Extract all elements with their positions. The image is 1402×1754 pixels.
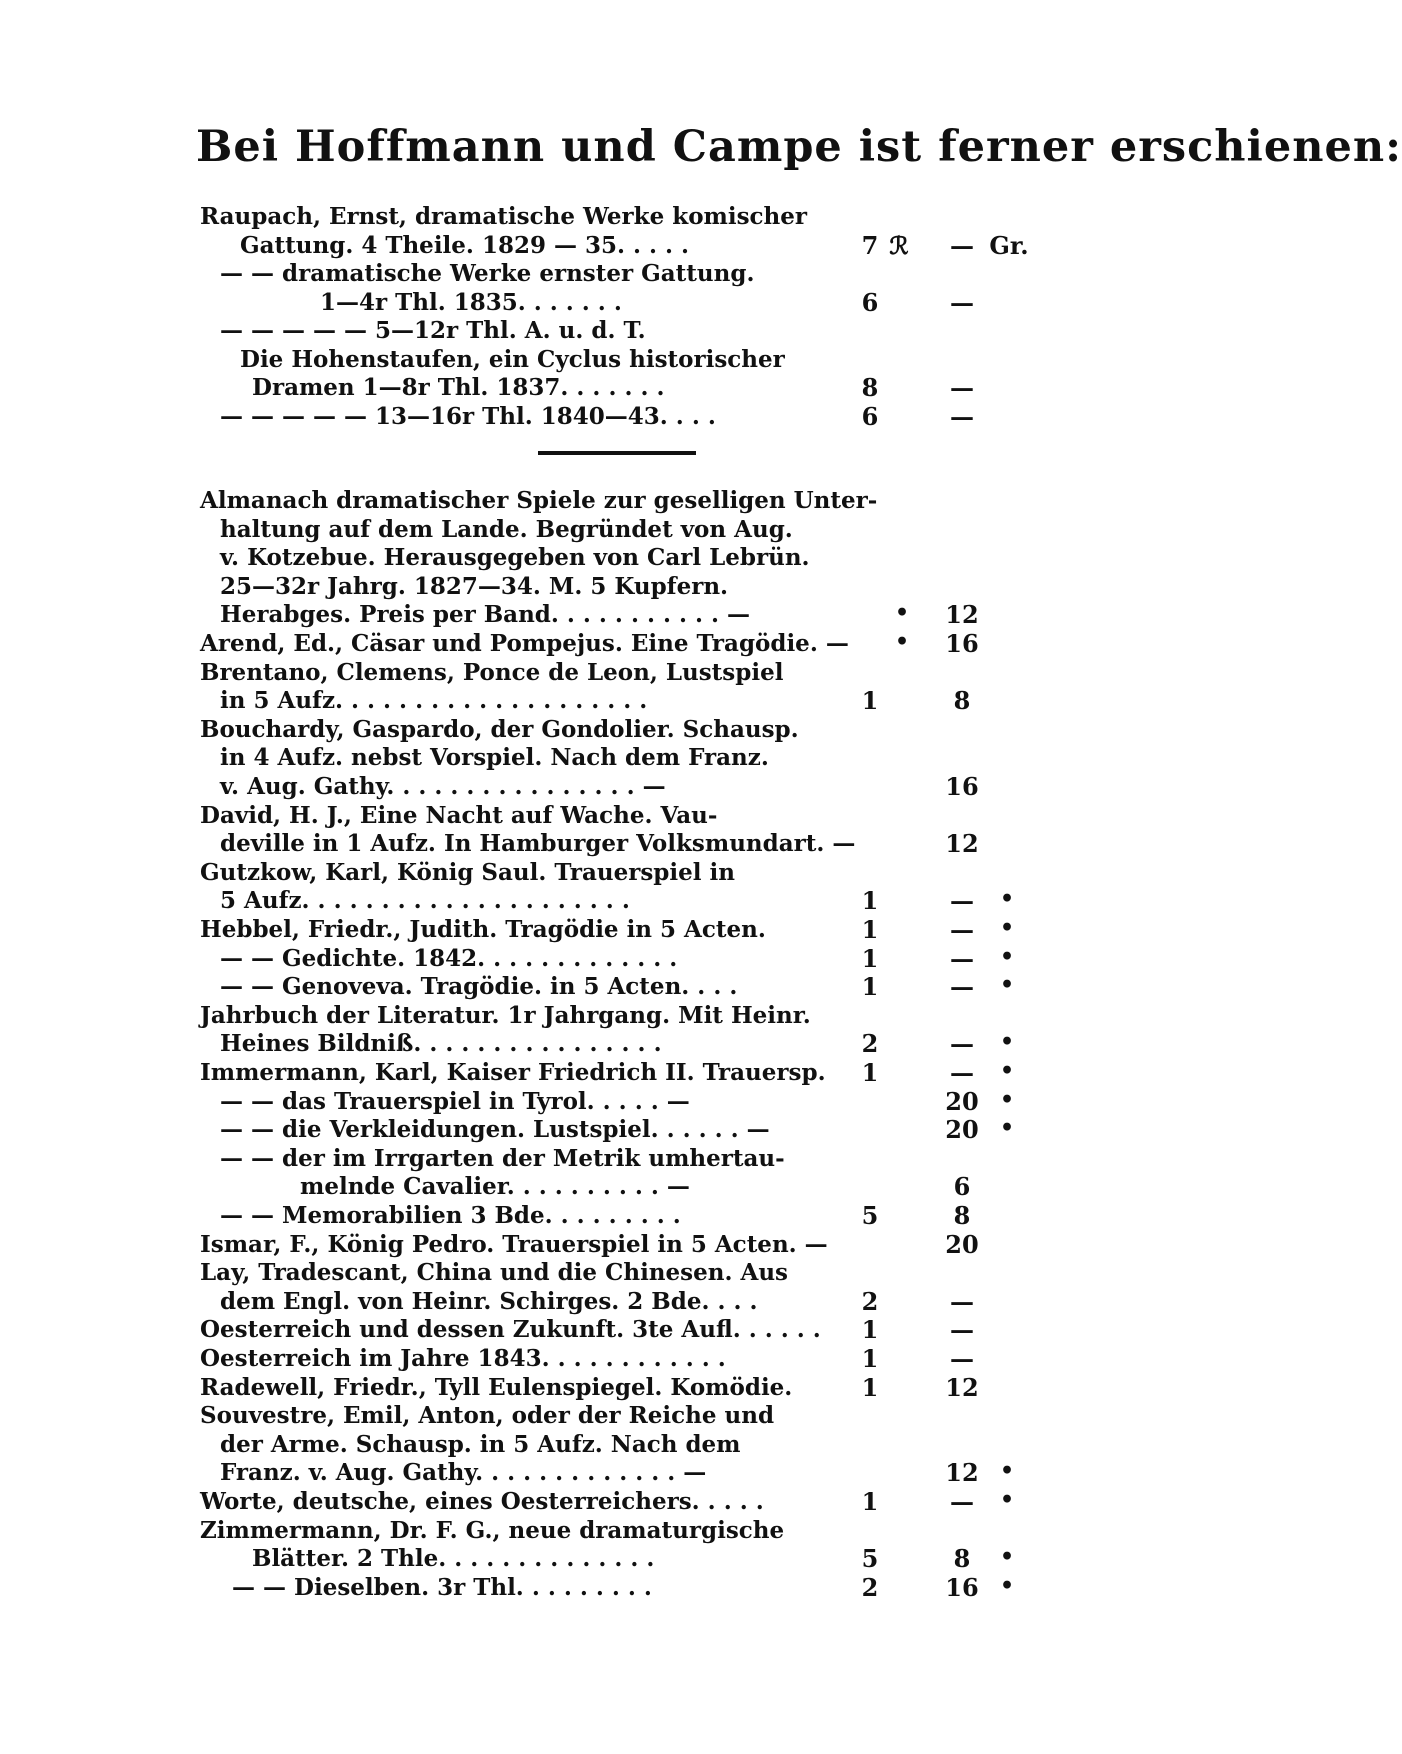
- price-thaler: 1: [861, 943, 879, 973]
- margin-dot: •: [1000, 1029, 1015, 1056]
- margin-dot: •: [1000, 943, 1015, 970]
- price-groschen: 8: [953, 686, 971, 716]
- groschen-unit-label: Gr.: [989, 230, 1029, 260]
- price-groschen: 12: [945, 1458, 979, 1488]
- section-divider: [538, 451, 696, 455]
- list-item: Dramen 1—8r Thl. 1837. . . . . . .: [252, 374, 665, 401]
- list-item: Franz. v. Aug. Gathy. . . . . . . . . . . . . —: [220, 1459, 707, 1487]
- price-thaler: 5: [861, 1544, 879, 1574]
- price-thaler: 5: [861, 1201, 879, 1230]
- margin-dot: •: [895, 600, 910, 627]
- price-groschen: —: [950, 230, 974, 260]
- price-groschen: 12: [945, 829, 979, 859]
- price-groschen: 16: [945, 772, 979, 801]
- list-item: Radewell, Friedr., Tyll Eulenspiegel. Komödie.: [200, 1373, 793, 1401]
- list-item: Oesterreich im Jahre 1843. . . . . . . . . . . .: [200, 1345, 726, 1372]
- list-item: der Arme. Schausp. in 5 Aufz. Nach dem: [220, 1430, 741, 1458]
- list-item: — — Genoveva. Tragödie. in 5 Acten. . . .: [220, 973, 738, 1001]
- list-item: Arend, Ed., Cäsar und Pompejus. Eine Tragödie. —: [200, 630, 849, 657]
- page-title: Bei Hoffmann und Campe ist ferner erschienen:: [196, 122, 1402, 172]
- list-item: dem Engl. von Heinr. Schirges. 2 Bde. . . .: [220, 1287, 758, 1315]
- price-groschen: —: [950, 401, 974, 431]
- list-item: David, H. J., Eine Nacht auf Wache. Vau-: [200, 801, 718, 829]
- list-item: in 4 Aufz. nebst Vorspiel. Nach dem Franz.: [220, 744, 769, 772]
- price-thaler: 6: [861, 401, 879, 431]
- price-groschen: 8: [953, 1201, 971, 1230]
- list-item: Gattung. 4 Theile. 1829 — 35. . . . .: [240, 231, 690, 259]
- price-groschen: —: [950, 1058, 974, 1087]
- list-item: Gutzkow, Karl, König Saul. Trauerspiel in: [200, 858, 735, 886]
- price-thaler: 1: [861, 686, 879, 716]
- price-thaler: 1: [861, 1344, 879, 1373]
- list-item: — — Gedichte. 1842. . . . . . . . . . . . .: [220, 944, 678, 972]
- list-item: — — — — — 5—12r Thl. A. u. d. T.: [220, 317, 646, 344]
- price-groschen: 20: [945, 1086, 979, 1116]
- price-thaler: 2: [861, 1572, 879, 1602]
- price-thaler: 1: [861, 1315, 879, 1345]
- price-groschen: —: [950, 1286, 974, 1316]
- list-item: Heines Bildniß. . . . . . . . . . . . . . . .: [220, 1030, 662, 1058]
- price-thaler: 7: [861, 230, 879, 260]
- list-item: Die Hohenstaufen, ein Cyclus historischer: [240, 345, 785, 373]
- margin-dot: •: [1000, 1115, 1015, 1142]
- price-groschen: 6: [953, 1172, 971, 1202]
- price-thaler: 1: [861, 1058, 879, 1087]
- margin-dot: •: [1000, 1086, 1015, 1113]
- list-item: Souvestre, Emil, Anton, oder der Reiche und: [200, 1402, 775, 1430]
- price-groschen: 12: [945, 600, 979, 630]
- list-item: Herabges. Preis per Band. . . . . . . . . . . —: [220, 601, 751, 629]
- list-item: — — — — — 13—16r Thl. 1840—43. . . .: [220, 402, 716, 430]
- list-item: — — dramatische Werke ernster Gattung.: [220, 260, 755, 287]
- margin-dot: •: [1000, 1458, 1015, 1485]
- margin-dot: •: [1000, 1058, 1015, 1084]
- list-item: 1—4r Thl. 1835. . . . . . .: [320, 288, 622, 316]
- margin-dot: •: [1000, 1487, 1015, 1513]
- list-item: — — der im Irrgarten der Metrik umhertau-: [220, 1144, 785, 1172]
- list-item: — — Memorabilien 3 Bde. . . . . . . . .: [220, 1202, 681, 1229]
- list-item: — — das Trauerspiel in Tyrol. . . . . —: [220, 1087, 690, 1115]
- list-item: Oesterreich und dessen Zukunft. 3te Aufl. . . . . .: [200, 1316, 821, 1344]
- list-item: v. Aug. Gathy. . . . . . . . . . . . . . . . —: [220, 773, 666, 800]
- list-item: in 5 Aufz. . . . . . . . . . . . . . . . . . . .: [220, 687, 648, 715]
- list-item: — — Dieselben. 3r Thl. . . . . . . . .: [232, 1573, 652, 1601]
- price-thaler: 1: [861, 1487, 879, 1516]
- list-item: Jahrbuch der Literatur. 1r Jahrgang. Mit Heinr.: [200, 1001, 811, 1029]
- price-groschen: 12: [945, 1372, 979, 1402]
- list-item: Immermann, Karl, Kaiser Friedrich II. Trauersp.: [200, 1059, 826, 1086]
- list-item: Ismar, F., König Pedro. Trauerspiel in 5 Acten. —: [200, 1230, 828, 1258]
- margin-dot: •: [1000, 886, 1015, 913]
- list-item: 5 Aufz. . . . . . . . . . . . . . . . . . . . .: [220, 887, 630, 915]
- list-item: Raupach, Ernst, dramatische Werke komischer: [200, 203, 808, 230]
- margin-dot: •: [1000, 972, 1015, 999]
- margin-dot: •: [1000, 1544, 1015, 1571]
- list-item: deville in 1 Aufz. In Hamburger Volksmundart. —: [220, 830, 856, 858]
- price-groschen: —: [950, 1315, 974, 1345]
- price-thaler: 2: [861, 1029, 879, 1059]
- price-thaler: 1: [861, 915, 879, 944]
- price-groschen: —: [950, 1344, 974, 1373]
- list-item: Lay, Tradescant, China und die Chinesen. Aus: [200, 1259, 788, 1287]
- list-item: melnde Cavalier. . . . . . . . . . —: [300, 1173, 690, 1201]
- margin-dot: •: [895, 629, 910, 655]
- price-groschen: —: [950, 915, 974, 944]
- list-item: Almanach dramatischer Spiele zur geselligen Unter-: [200, 487, 878, 514]
- thaler-unit-symbol: ℛ: [889, 230, 909, 260]
- list-item: haltung auf dem Lande. Begründet von Aug.: [220, 515, 793, 543]
- price-groschen: —: [950, 943, 974, 973]
- price-thaler: 6: [861, 287, 879, 317]
- price-groschen: 16: [945, 1572, 979, 1602]
- price-groschen: 20: [945, 1115, 979, 1145]
- price-thaler: 1: [861, 972, 879, 1002]
- list-item: 25—32r Jahrg. 1827—34. M. 5 Kupfern.: [220, 572, 729, 600]
- price-groschen: 8: [953, 1544, 971, 1574]
- price-thaler: 2: [861, 1286, 879, 1316]
- margin-dot: •: [1000, 1572, 1015, 1599]
- list-item: Brentano, Clemens, Ponce de Leon, Lustspiel: [200, 658, 784, 686]
- price-groschen: —: [950, 1029, 974, 1059]
- price-thaler: 1: [861, 886, 879, 916]
- list-item: Zimmermann, Dr. F. G., neue dramaturgische: [200, 1516, 785, 1544]
- price-groschen: —: [950, 1487, 974, 1516]
- price-groschen: —: [950, 287, 974, 317]
- price-groschen: —: [950, 972, 974, 1002]
- price-groschen: —: [950, 373, 974, 402]
- price-thaler: 8: [861, 373, 879, 402]
- list-item: Blätter. 2 Thle. . . . . . . . . . . . . .: [252, 1545, 655, 1573]
- margin-dot: •: [1000, 915, 1015, 941]
- list-item: Worte, deutsche, eines Oesterreichers. . . . .: [200, 1488, 764, 1515]
- list-item: Hebbel, Friedr., Judith. Tragödie in 5 Acten.: [200, 916, 766, 943]
- price-groschen: 20: [945, 1229, 979, 1259]
- price-thaler: 1: [861, 1372, 879, 1402]
- list-item: Bouchardy, Gaspardo, der Gondolier. Schausp.: [200, 715, 799, 743]
- list-item: — — die Verkleidungen. Lustspiel. . . . . . —: [220, 1116, 770, 1144]
- list-item: v. Kotzebue. Herausgegeben von Carl Lebrün.: [220, 544, 810, 572]
- price-groschen: —: [950, 886, 974, 916]
- price-groschen: 16: [945, 629, 979, 658]
